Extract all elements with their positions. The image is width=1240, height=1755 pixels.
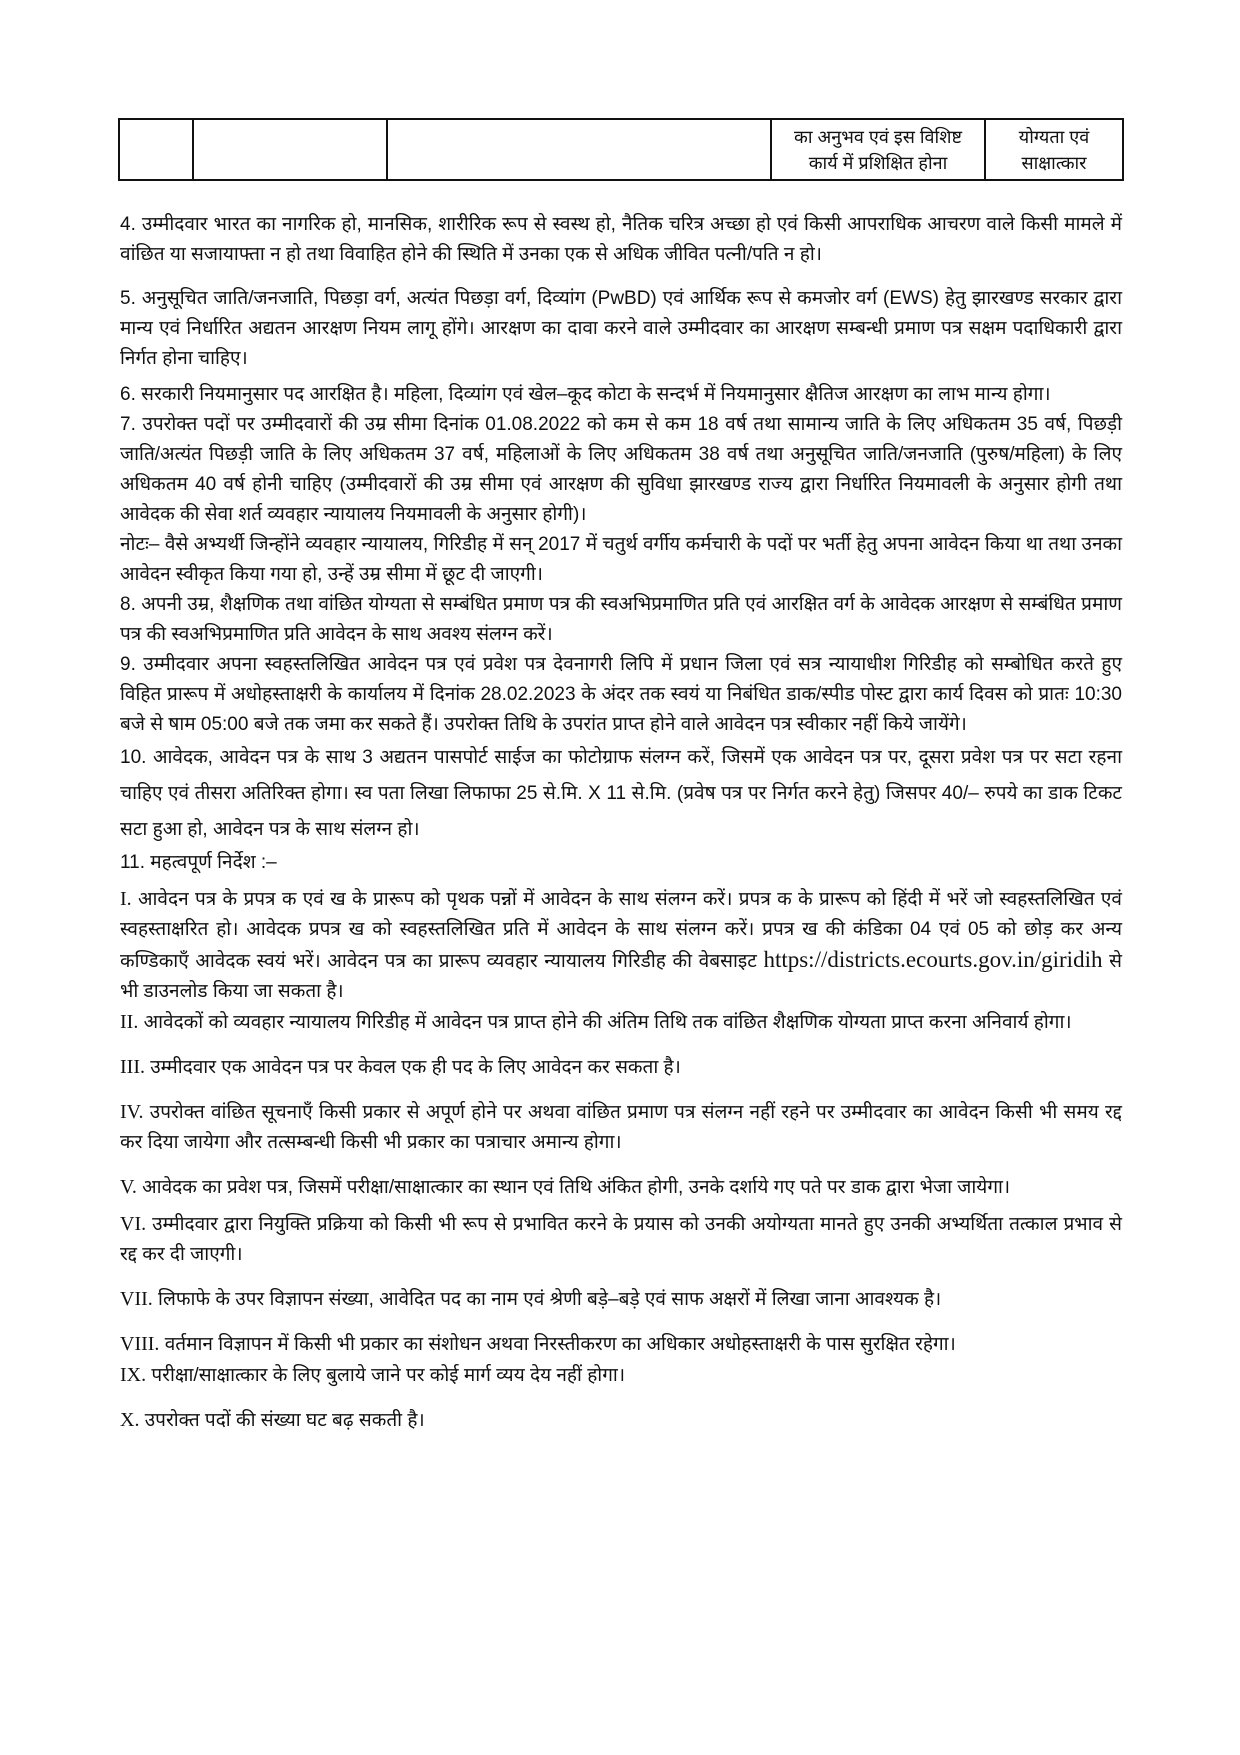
instruction-number: I. (120, 888, 132, 910)
point-8: 8. अपनी उम्र, शैक्षणिक तथा वांछित योग्यता से सम्बंधित प्रमाण पत्र की स्वअभिप्रमाणित प्रति एवं आरक्षित वर्ग के आवेदक आरक्षण से सम्बंधित प्रमाण पत्र की स्वअभिप्रमाणित प्रति आवेदन के साथ अवश्य संलग्न करें। (120, 594, 1122, 645)
point-11-heading: 11. महत्वपूर्ण निर्देश :– (120, 852, 277, 873)
instruction-text: उम्मीदवार द्वारा नियुक्ति प्रक्रिया को किसी भी रूप से प्रभावित करने के प्रयास को उनकी अयोग्यता मानते हुए उनकी अभ्यर्थिता तत्काल प्रभाव से रद्द कर दी जाएगी। (120, 1214, 1122, 1265)
instruction-text: वर्तमान विज्ञापन में किसी भी प्रकार का संशोधन अथवा निरस्तीकरण का अधिकार अधोहस्ताक्षरी के पास सुरक्षित रहेगा। (164, 1334, 956, 1355)
instruction-text: उपरोक्त वांछित सूचनाएँ किसी प्रकार से अपूर्ण होने पर अथवा वांछित प्रमाण पत्र संलग्न नहीं रहने पर उम्मीदवार का आवेदन किसी भी समय रद्द कर दिया जायेगा और तत्सम्बन्धी किसी भी प्रकार का पत्राचार अमान्य होगा। (120, 1102, 1122, 1153)
instruction-text: परीक्षा/साक्षात्कार के लिए बुलाये जाने पर कोई मार्ग व्यय देय नहीं होगा। (151, 1365, 626, 1386)
table-cell (119, 119, 193, 180)
table-cell-experience: का अनुभव एवं इस विशिष्ट कार्य में प्रशिक्षित होना (771, 119, 985, 180)
instruction-1 (120, 884, 1122, 1007)
instruction-number: VIII. (120, 1333, 160, 1355)
instruction-text: आवेदकों को व्यवहार न्यायालय गिरिडीह में आवेदन पत्र प्राप्त होने की अंतिम तिथि तक वांछित शैक्षणिक योग्यता प्राप्त करना अनिवार्य होगा। (143, 1012, 1072, 1033)
instruction-6 (120, 1209, 1122, 1270)
point-4: 4. उम्मीदवार भारत का नागरिक हो, मानसिक, शारीरिक रूप से स्वस्थ हो, नैतिक चरित्र अच्छा हो एवं किसी आपराधिक आचरण वाले किसी मामले में वांछित या सजायाफ्ता न हो तथा विवाहित होने की स्थिति में उनका एक से अधिक जीवित पत्नी/पति न हो। (120, 214, 1122, 265)
point-6: 6. सरकारी नियमानुसार पद आरक्षित है। महिला, दिव्यांग एवं खेल–कूद कोटा के सन्दर्भ में नियमानुसार क्षैतिज आरक्षण का लाभ मान्य होगा। (120, 384, 1051, 405)
instruction-3 (120, 1052, 1122, 1083)
instruction-5 (120, 1172, 1122, 1203)
instruction-text: उपरोक्त पदों की संख्या घट बढ़ सकती है। (144, 1410, 425, 1431)
instruction-7 (120, 1284, 1122, 1315)
instruction-8 (120, 1329, 1122, 1360)
notice-body (120, 210, 1122, 1442)
instruction-text: से भी डाउनलोड किया जा सकता है। (120, 951, 1122, 1002)
point-5: 5. अनुसूचित जाति/जनजाति, पिछड़ा वर्ग, अत्यंत पिछड़ा वर्ग, दिव्यांग (PwBD) एवं आर्थिक रूप से कमजोर वर्ग (EWS) हेतु झारखण्ड सरकार द्वारा मान्य एवं निर्धारित अद्यतन आरक्षण नियम लागू होंगे। आरक्षण का दावा करने वाले उम्मीदवार का आरक्षण सम्बन्धी प्रमाण पत्र सक्षम पदाधिकारी द्वारा निर्गत होना चाहिए। (120, 288, 1122, 369)
instruction-text: लिफाफे के उपर विज्ञापन संख्या, आवेदित पद का नाम एवं श्रेणी बड़े–बड़े एवं साफ अक्षरों में लिखा जाना आवश्यक है। (158, 1289, 942, 1310)
point-10: 10. आवेदक, आवेदन पत्र के साथ 3 अद्यतन पासपोर्ट साईज का फोटोग्राफ संलग्न करें, जिसमें एक आवेदन पत्र पर, दूसरा प्रवेश पत्र पर सटा रहना चाहिए एवं तीसरा अतिरिक्त होगा। स्व पता लिखा लिफाफा 25 से.मि. X 11 से.मि. (प्रवेष पत्र पर निर्गत करने हेतु) जिसपर 40/– रुपये का डाक टिकट सटा हुआ हो, आवेदन पत्र के साथ संलग्न हो। (120, 747, 1122, 840)
age-relaxation-note: नोटः– वैसे अभ्यर्थी जिन्होंने व्यवहार न्यायालय, गिरिडीह में सन् 2017 में चतुर्थ वर्गीय कर्मचारी के पदों पर भर्ती हेतु अपना आवेदन किया था तथा उनका आवेदन स्वीकृत किया गया हो, उन्हें उम्र सीमा में छूट दी जाएगी। (120, 534, 1122, 585)
instruction-number: VII. (120, 1288, 153, 1310)
point-7: 7. उपरोक्त पदों पर उम्मीदवारों की उम्र सीमा दिनांक 01.08.2022 को कम से कम 18 वर्ष तथा सामान्य जाति के लिए अधिकतम 35 वर्ष, पिछड़ी जाति/अत्यंत पिछड़ी जाति के लिए अधिकतम 37 वर्ष, महिलाओं के लिए अधिकतम 38 वर्ष तथा अनुसूचित जाति/जनजाति (पुरुष/महिला) के लिए अधिकतम 40 वर्ष होनी चाहिए (उम्मीदवारों की उम्र सीमा एवं आरक्षण की सुविधा झारखण्ड राज्य द्वारा निर्धारित नियमावली के अनुसार होगी तथा आवेदक की सेवा शर्त व्यवहार न्यायालय नियमावली के अनुसार होगी)। (120, 414, 1122, 525)
instruction-number: X. (120, 1409, 140, 1431)
instruction-number: III. (120, 1056, 145, 1078)
instruction-text: उम्मीदवार एक आवेदन पत्र पर केवल एक ही पद के लिए आवेदन कर सकता है। (150, 1057, 681, 1078)
instruction-4 (120, 1097, 1122, 1158)
instruction-9 (120, 1360, 1122, 1391)
table-row (119, 119, 1123, 180)
instruction-number: IX. (120, 1364, 147, 1386)
table-cell (193, 119, 387, 180)
eligibility-table (118, 118, 1124, 181)
table-cell-selection: योग्यता एवं साक्षात्कार (985, 119, 1123, 180)
instruction-number: II. (120, 1011, 139, 1033)
instruction-text: आवेदक का प्रवेश पत्र, जिसमें परीक्षा/साक्षात्कार का स्थान एवं तिथि अंकित होगी, उनके दर्शाये गए पते पर डाक द्वारा भेजा जायेगा। (142, 1177, 1011, 1198)
instruction-text: आवेदन पत्र के प्रपत्र क एवं ख के प्रारूप को पृथक पन्नों में आवेदन के साथ संलग्न करें। प्रपत्र क के प्रारूप को हिंदी में भरें जो स्वहस्तलिखित एवं स्वहस्ताक्षरित हो। आवेदक प्रपत्र ख को स्वहस्तलिखित प्रति में आवेदन के साथ संलग्न करें। प्रपत्र ख की कंडिका 04 एवं 05 को छोड़ कर अन्य कण्डिकाएँ आवेदक स्वयं भरें। आवेदन पत्र का प्रारूप व्यवहार न्यायालय गिरिडीह की वेबसाइट (120, 889, 1122, 972)
instruction-number: VI. (120, 1213, 147, 1235)
instruction-number: V. (120, 1176, 137, 1198)
instruction-number: IV. (120, 1101, 144, 1123)
instruction-10 (120, 1405, 1122, 1436)
website-link[interactable]: https://districts.ecourts.gov.in/giridih (763, 947, 1103, 972)
point-9: 9. उम्मीदवार अपना स्वहस्तलिखित आवेदन पत्र एवं प्रवेश पत्र देवनागरी लिपि में प्रधान जिला एवं सत्र न्यायाधीश गिरिडीह को सम्बोधित करते हुए विहित प्रारूप में अधोहस्ताक्षरी के कार्यालय में दिनांक 28.02.2023 के अंदर तक स्वयं या निबंधित डाक/स्पीड पोस्ट द्वारा कार्य दिवस को प्रातः 10:30 बजे से षाम 05:00 बजे तक जमा कर सकते हैं। उपरोक्त तिथि के उपरांत प्राप्त होने वाले आवेदन पत्र स्वीकार नहीं किये जायेंगे। (120, 654, 1122, 735)
instruction-2 (120, 1007, 1122, 1038)
table-cell (387, 119, 771, 180)
